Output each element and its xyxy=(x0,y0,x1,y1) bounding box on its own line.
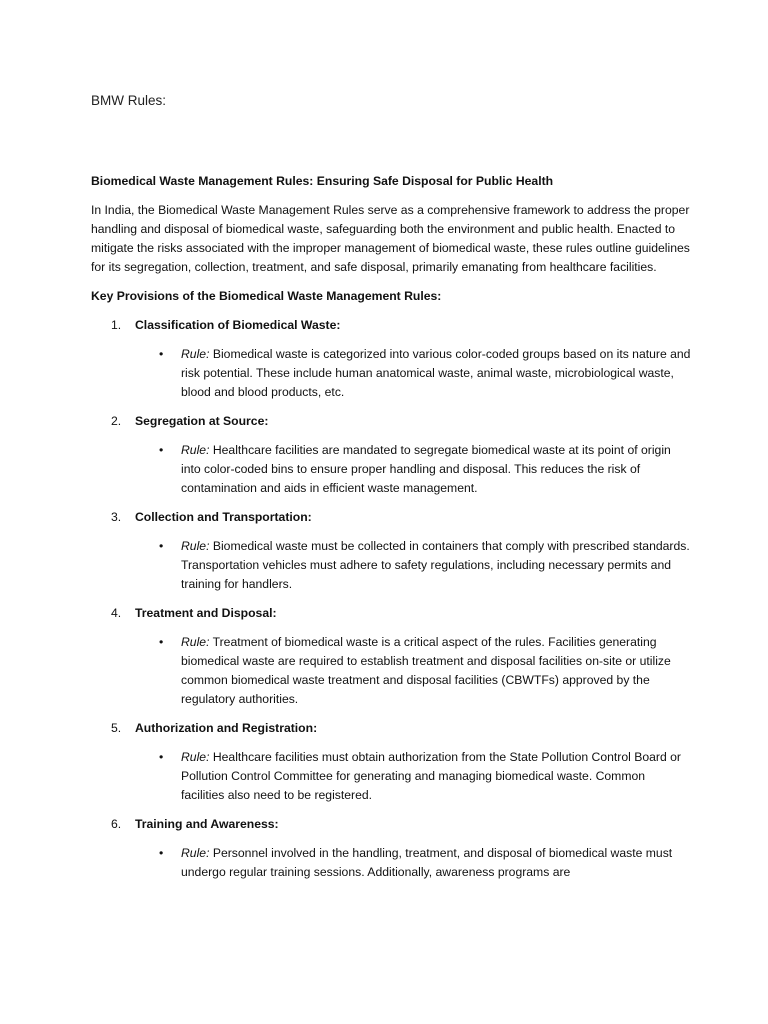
rule-text: Treatment of biomedical waste is a critical aspect of the rules. Facilities generating biomedical waste are required to establish treatment and disposal facilities on-site or utilize common biomedical waste treatment and disposal facilities (CBWTFs) approved by the regulatory authorities. xyxy=(181,635,671,706)
provision-rule xyxy=(135,844,691,882)
rule-label: Rule: xyxy=(181,635,210,649)
bullet-icon: • xyxy=(159,539,164,553)
provision-number: 1. xyxy=(111,318,122,332)
provision-title: Authorization and Registration: xyxy=(135,721,318,735)
provision-title: Training and Awareness: xyxy=(135,817,279,831)
provision-title: Classification of Biomedical Waste: xyxy=(135,318,341,332)
provision-title: Segregation at Source: xyxy=(135,414,269,428)
provision-rule xyxy=(135,633,691,709)
intro-paragraph: In India, the Biomedical Waste Management Rules serve as a comprehensive framework to address the proper handling and disposal of biomedical waste, safeguarding both the environment and public health. Enacted to mitigate the risks associated with the improper management of biomedical waste, these rules outline guidelines for its segregation, collection, treatment, and safe disposal, primarily emanating from healthcare facilities. xyxy=(91,203,690,274)
provision-item xyxy=(91,316,691,402)
provision-number: 4. xyxy=(111,606,122,620)
provision-item xyxy=(91,412,691,498)
rule-label: Rule: xyxy=(181,539,210,553)
article-heading: Biomedical Waste Management Rules: Ensuring Safe Disposal for Public Health xyxy=(91,174,554,188)
provision-rule xyxy=(135,537,691,594)
rule-text: Personnel involved in the handling, treatment, and disposal of biomedical waste must undergo regular training sessions. Additionally, awareness programs are xyxy=(181,846,673,879)
rule-text: Biomedical waste is categorized into various color-coded groups based on its nature and risk potential. These include human anatomical waste, animal waste, microbiological waste, blood and blood products, etc. xyxy=(181,347,691,399)
rule-label: Rule: xyxy=(181,846,210,860)
provision-title: Treatment and Disposal: xyxy=(135,606,277,620)
bullet-icon: • xyxy=(159,443,164,457)
provision-title: Collection and Transportation: xyxy=(135,510,312,524)
provisions-heading: Key Provisions of the Biomedical Waste Management Rules: xyxy=(91,289,442,303)
provision-number: 3. xyxy=(111,510,122,524)
provision-number: 2. xyxy=(111,414,122,428)
provision-number: 5. xyxy=(111,721,122,735)
bullet-icon: • xyxy=(159,635,164,649)
bullet-icon: • xyxy=(159,846,164,860)
provision-rule xyxy=(135,748,691,805)
bullet-icon: • xyxy=(159,347,164,361)
rule-text: Healthcare facilities are mandated to segregate biomedical waste at its point of origin into color-coded bins to ensure proper handling and disposal. This reduces the risk of contamination and aids in efficient waste management. xyxy=(181,443,671,495)
rule-text: Healthcare facilities must obtain authorization from the State Pollution Control Board or Pollution Control Committee for generating and managing biomedical waste. Common facilities also need to be registered. xyxy=(181,750,681,802)
provision-number: 6. xyxy=(111,817,122,831)
rule-label: Rule: xyxy=(181,443,210,457)
document-content xyxy=(91,172,691,892)
provision-item xyxy=(91,604,691,709)
provision-item xyxy=(91,815,691,882)
provision-rule xyxy=(135,441,691,498)
rule-label: Rule: xyxy=(181,347,210,361)
provision-item xyxy=(91,719,691,805)
provision-item xyxy=(91,508,691,594)
provisions-list xyxy=(91,316,691,882)
provision-rule xyxy=(135,345,691,402)
document-title: BMW Rules: xyxy=(91,93,167,108)
bullet-icon: • xyxy=(159,750,164,764)
rule-label: Rule: xyxy=(181,750,210,764)
rule-text: Biomedical waste must be collected in containers that comply with prescribed standards. Transportation vehicles must adhere to safety regulations, including necessary permits and training for handlers. xyxy=(181,539,690,591)
